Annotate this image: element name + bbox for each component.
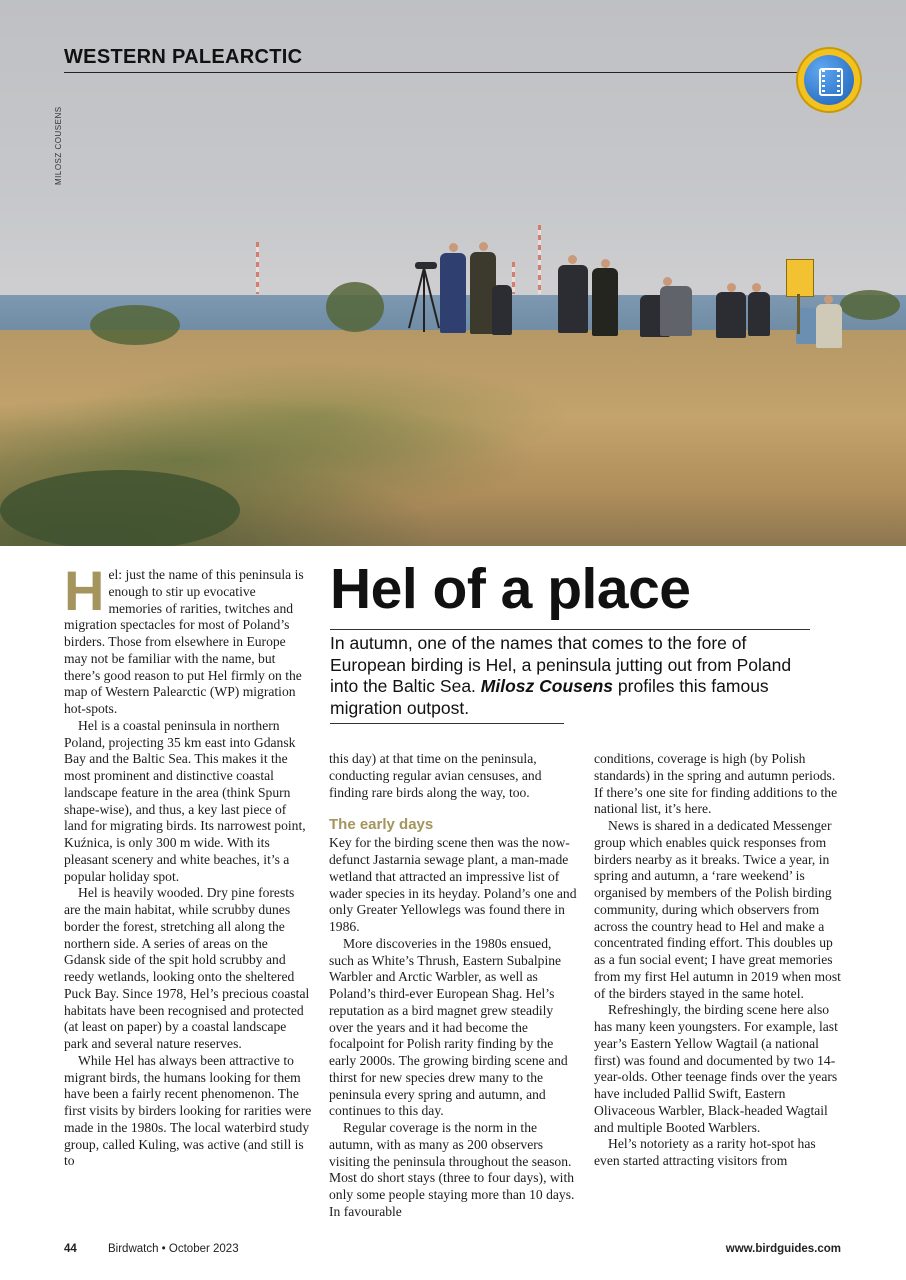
birder <box>492 285 512 335</box>
header-rule <box>64 72 806 73</box>
body-paragraph: Refreshingly, the birding scene here also has many keen youngsters. For example, last year’s Eastern Yellow Wagtail (a national first) was found and documented by two 14-year-olds. Other teenage finds over the years have included Pallid Swift, Eastern Olivaceous Warbler, Black-headed Wagtail and multiple Booted Warblers. <box>594 1002 838 1135</box>
hero-photo <box>0 0 906 546</box>
shrub <box>90 305 180 345</box>
page-number: 44 <box>64 1243 77 1255</box>
birder-head <box>479 242 488 251</box>
birder <box>558 265 588 333</box>
film-strip-icon <box>819 68 843 96</box>
birder <box>592 268 618 336</box>
body-paragraph: Hel’s notoriety as a rarity hot-spot has even started attracting visitors from <box>594 1136 816 1168</box>
birder <box>816 304 842 348</box>
birder <box>660 286 692 336</box>
birder-head <box>727 283 736 292</box>
distant-chimney <box>512 262 515 294</box>
film-video-icon <box>804 55 854 105</box>
body-column-2 <box>329 751 579 1221</box>
birder-head <box>752 283 761 292</box>
video-badge[interactable] <box>796 47 862 113</box>
tripod <box>423 268 425 332</box>
body-column-3 <box>594 751 842 1170</box>
standfirst <box>330 633 820 719</box>
birder <box>748 292 770 336</box>
body-text: el: just the name of this peninsula is enough to stir up evocative memories of rarities, twitches and migration spectacles for most of Poland’s birders. Those from elsewhere in Europe may not be familiar with the name, but there’s good reason to put Hel firmly on the map of Western Palearctic (WP) migration hot-spots. <box>64 567 304 716</box>
distant-chimney <box>256 242 259 294</box>
body-paragraph: conditions, coverage is high (by Polish standards) in the spring and autumn periods. If there’s one site for finding additions to the national list, it’s here. <box>594 751 838 817</box>
drop-cap: H <box>64 559 105 622</box>
subheading: The early days <box>329 816 434 834</box>
standfirst-author: Milosz Cousens <box>480 676 614 696</box>
body-paragraph: News is shared in a dedicated Messenger group which enables quick responses from birders nearby as it breaks. Twice a year, in spring and autumn, a ‘rare weekend’ is organised by members of the Polish birding community, during which observers from across the country head to Hel and make a concentrated finding effort. This doubles up as a fun social event; I have great memories from my first Hel autumn in 2019 when most of the birders stayed in the same hotel. <box>594 818 841 1001</box>
birder-head <box>568 255 577 264</box>
body-paragraph: Regular coverage is the norm in the autumn, with as many as 200 observers visiting the peninsula throughout the season. Most do short stays (three to four days), with only some people staying more than 10 days. In favourable <box>329 1120 575 1219</box>
photo-credit: MILOSZ COUSENS <box>54 106 63 185</box>
body-paragraph: Key for the birding scene then was the now-defunct Jastarnia sewage plant, a man-made wetland that attracted an impressive list of wader species in its heyday. Poland’s one and only Greater Yellowlegs was found there in 1986. <box>329 835 577 934</box>
standfirst-text-1: In autumn, one of the names that comes to the fore of European birding is Hel, a peninsula jutting out from Poland into the Baltic Sea. <box>330 633 792 696</box>
distant-chimney <box>538 225 541 294</box>
article-title: Hel of a place <box>330 557 691 621</box>
shrub <box>840 290 900 320</box>
body-column-1 <box>64 559 312 1170</box>
telescope <box>415 262 437 269</box>
shrub <box>0 470 240 546</box>
standfirst-rule-top <box>330 629 810 630</box>
website-link[interactable]: www.birdguides.com <box>725 1243 841 1255</box>
body-paragraph <box>64 559 312 718</box>
body-paragraph: While Hel has always been attractive to migrant birds, the humans looking for them have been a fairly recent phenomenon. The first visits by birders looking for rarities were made in the 1980s. The local waterbird study group, called Kuling, was active (and still is to <box>64 1052 312 1169</box>
section-label: WESTERN PALEARCTIC <box>64 46 303 68</box>
body-paragraph: this day) at that time on the peninsula, conducting regular avian censuses, and finding rare birds along the way, too. <box>329 751 542 800</box>
body-paragraph: Hel is a coastal peninsula in northern Poland, projecting 35 km east into Gdansk Bay and the Baltic Sea. This makes it the most prominent and distinctive coastal landscape feature in the area (think Spurn shape-wise), and thus, a key last piece of land for migrating birds. Its narrowest point, Kuźnica, is only 300 m wide. With its pleasant scenery and white beaches, it’s a popular holiday spot. <box>64 717 306 884</box>
body-paragraph: More discoveries in the 1980s ensued, such as White’s Thrush, Eastern Subalpine Warbler and Arctic Warbler, as well as Poland’s third-ever European Shag. Hel’s reputation as a bird magnet grew steadily over the years and it had become the focalpoint for Polish rarity finding by the early 2000s. The growing birding scene and thirst for new species drew many to the peninsula every spring and autumn, and continues to this day. <box>329 935 568 1119</box>
birder-head <box>449 243 458 252</box>
sign-post <box>797 294 800 334</box>
birder-head <box>601 259 610 268</box>
standfirst-rule-bottom <box>330 723 564 724</box>
magazine-issue: Birdwatch • October 2023 <box>108 1243 239 1255</box>
shrub <box>326 282 384 332</box>
standfirst-text-2: profiles this famous migration outpost. <box>330 676 769 718</box>
birder <box>716 292 746 338</box>
warning-sign <box>786 259 814 297</box>
birder-head <box>663 277 672 286</box>
birder-head <box>824 295 833 304</box>
birder <box>440 253 466 333</box>
body-paragraph: Hel is heavily wooded. Dry pine forests are the main habitat, while scrubby dunes border the forest, stretching all along the northern side. A series of areas on the Gdansk side of the spit hold scrubby and reedy wetlands, looking onto the sheltered Puck Bay. Since 1978, Hel’s precious coastal habitats have been recognised and protected (at least on paper) by a coastal landscape park and several nature reserves. <box>64 885 310 1051</box>
